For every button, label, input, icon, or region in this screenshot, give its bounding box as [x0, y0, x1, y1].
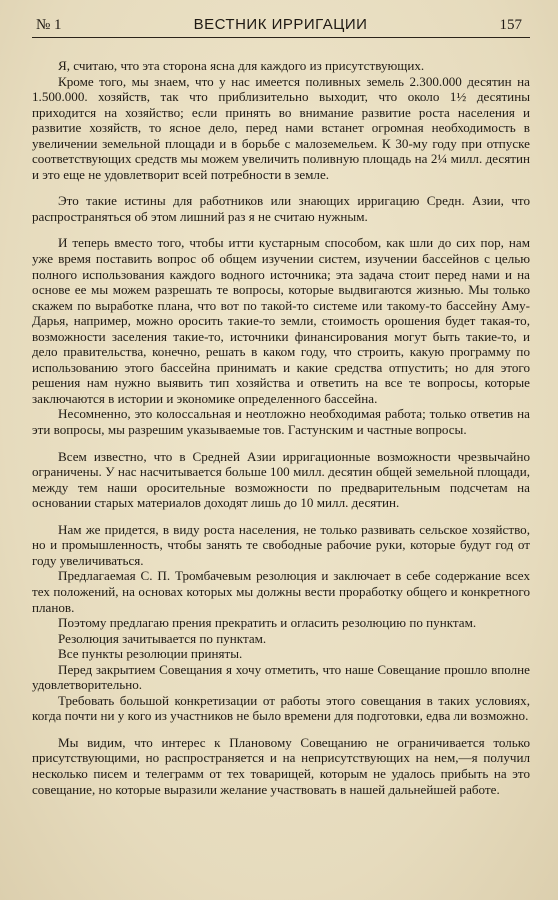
issue-number: № 1 — [36, 17, 62, 33]
paragraph: Предлагаемая С. П. Тромбачевым резолюция и заключает в себе содержание всех тех положений, на основах которых мы должны вести проработку общего и конкретного планов. — [32, 568, 530, 615]
paragraph: Я, считаю, что эта сторона ясна для каждого из присутствующих. — [58, 58, 425, 73]
paragraph: Мы видим, что интерес к Плановому Совещанию не ограничивается только присутствующими, но распространяется и на неприсутствующих на нем,—я получил несколько писем и телеграмм от тех товарищей, которым не удалось прибыть на это совещание, но которые выразили желание участвовать в нашей дальнейшей работе. — [32, 734, 530, 797]
journal-title: ВЕСТНИК ИРРИГАЦИИ — [193, 16, 368, 33]
paragraph: Нам же придется, в виду роста населения, не только развивать сельское хозяйство, но и промышленность, чтобы занять те свободные рабочие руки, которые будут год от году увеличиваться. — [32, 521, 530, 568]
paragraph: Все пункты резолюции приняты. — [58, 646, 243, 662]
paragraph: Всем известно, что в Средней Азии ирригационные возможности чрезвычайно ограничены. У нас насчитывается больше 100 милл. десятин общей земельной площади, между тем наши оросительные возможности по предварительным подсчетам на основании старых материалов доходят лишь до 10 милл. десятин. — [32, 448, 530, 511]
article-body — [32, 58, 530, 797]
paragraph: Требовать большой конкретизации от работы этого совещания в таких условиях, когда почти ни у кого из участников не было времени для подготовки, едва ли возможно. — [32, 692, 530, 724]
running-header — [32, 16, 530, 38]
paragraph: Резолюция зачитывается по пунктам. — [58, 630, 267, 646]
paragraph: Перед закрытием Совещания я хочу отметить, что наше Совещание прошло вполне удовлетворительно. — [32, 661, 530, 693]
paragraph: Это такие истины для работников или знающих ирригацию Средн. Азии, что распространяться об этом лишний раз я не считаю нужным. — [32, 193, 530, 224]
page-number: 157 — [499, 17, 522, 33]
paragraph: Несомненно, это колоссальная и неотложно необходимая работа; только ответив на эти вопросы, мы разрешим указываемые тов. Гастунским и частные вопросы. — [32, 406, 530, 438]
paragraph: Кроме того, мы знаем, что у нас имеется поливных земель 2.300.000 десятин на 1.500.000. хозяйств, так что приблизительно выходит, что около 1½ десятины приходится на хозяйство; если принять во внимание развитие роста населения и развитие хозяйств, то ясное дело, перед нами встанет огромная необходимость в увеличении земельной площади и в борьбе с малоземельем. К 30-му году при отпуске соответствующих средств мы можем увеличить поливную площадь на 2¼ милл. десятин и это еще не удовлетворит всей потребности в земле. — [32, 73, 530, 182]
paragraph: И теперь вместо того, чтобы итти кустарным способом, как шли до сих пор, нам уже время поставить вопрос об общем изучении систем, изучении бассейнов с целью полного использования каждого водного источника; эта задача стоит перед нами и на основе ее мы можем разрешать те вопросы, которые выдвигаются жизнью. Мы только скажем по выработке плана, что вот по такой-то системе или такому-то бассейну Аму-Дарья, например, можно оросить такие-то земли, стоимость орошения будет такая-то, возможности заселения такие-то, источники финансирования могут быть такие-то, и дело правительства, конечно, решать в каком году, что строить, какую программу по использованию этого бассейна принимать и какие средства отпустить; но для этого решения нам нужно выявить тип хозяйства и ответить на все те вопросы, которые заключаются в истории и экономике определенного бассейна. — [32, 235, 530, 406]
paragraph: Поэтому предлагаю прения прекратить и огласить резолюцию по пунктам. — [58, 615, 477, 631]
